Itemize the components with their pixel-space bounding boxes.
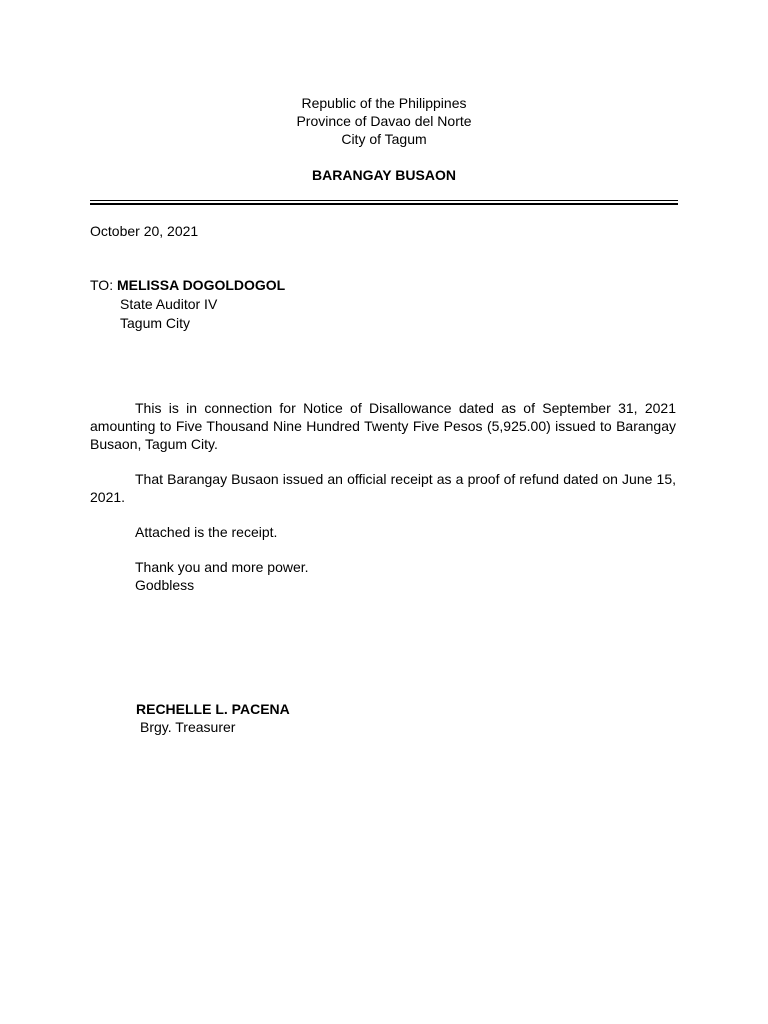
letterhead xyxy=(90,94,678,184)
recipient-line xyxy=(90,276,678,295)
closing-block xyxy=(90,558,676,594)
body-paragraph-1: This is in connection for Notice of Disallowance dated as of September 31, 2021 amounting to Five Thousand Nine Hundred Twenty Five Pesos (5,925.00) issued to Barangay Busaon, Tagum City. xyxy=(90,400,676,452)
signatory-title: Brgy. Treasurer xyxy=(140,719,236,735)
body-paragraph-2: That Barangay Busaon issued an official receipt as a proof of refund dated on June 15, 2021. xyxy=(90,471,676,505)
closing-line-2: Godbless xyxy=(135,577,195,593)
closing-line-1: Thank you and more power. xyxy=(135,559,309,575)
recipient-block xyxy=(90,276,678,333)
recipient-name: MELISSA DOGOLDOGOL xyxy=(116,277,286,293)
letterhead-city: City of Tagum xyxy=(341,131,427,147)
body-paragraph-3: Attached is the receipt. xyxy=(135,524,278,540)
letter-date: October 20, 2021 xyxy=(90,223,199,239)
recipient-prefix: TO: xyxy=(90,277,114,293)
letter-body xyxy=(90,399,676,594)
letterhead-divider xyxy=(90,200,678,205)
recipient-title: State Auditor IV xyxy=(120,296,218,312)
letterhead-barangay: BARANGAY BUSAON xyxy=(312,167,456,183)
recipient-location: Tagum City xyxy=(120,315,191,331)
letterhead-province: Province of Davao del Norte xyxy=(296,113,472,129)
letterhead-republic: Republic of the Philippines xyxy=(301,95,467,111)
signatory-name: RECHELLE L. PACENA xyxy=(136,701,290,717)
signature-block xyxy=(136,700,290,736)
